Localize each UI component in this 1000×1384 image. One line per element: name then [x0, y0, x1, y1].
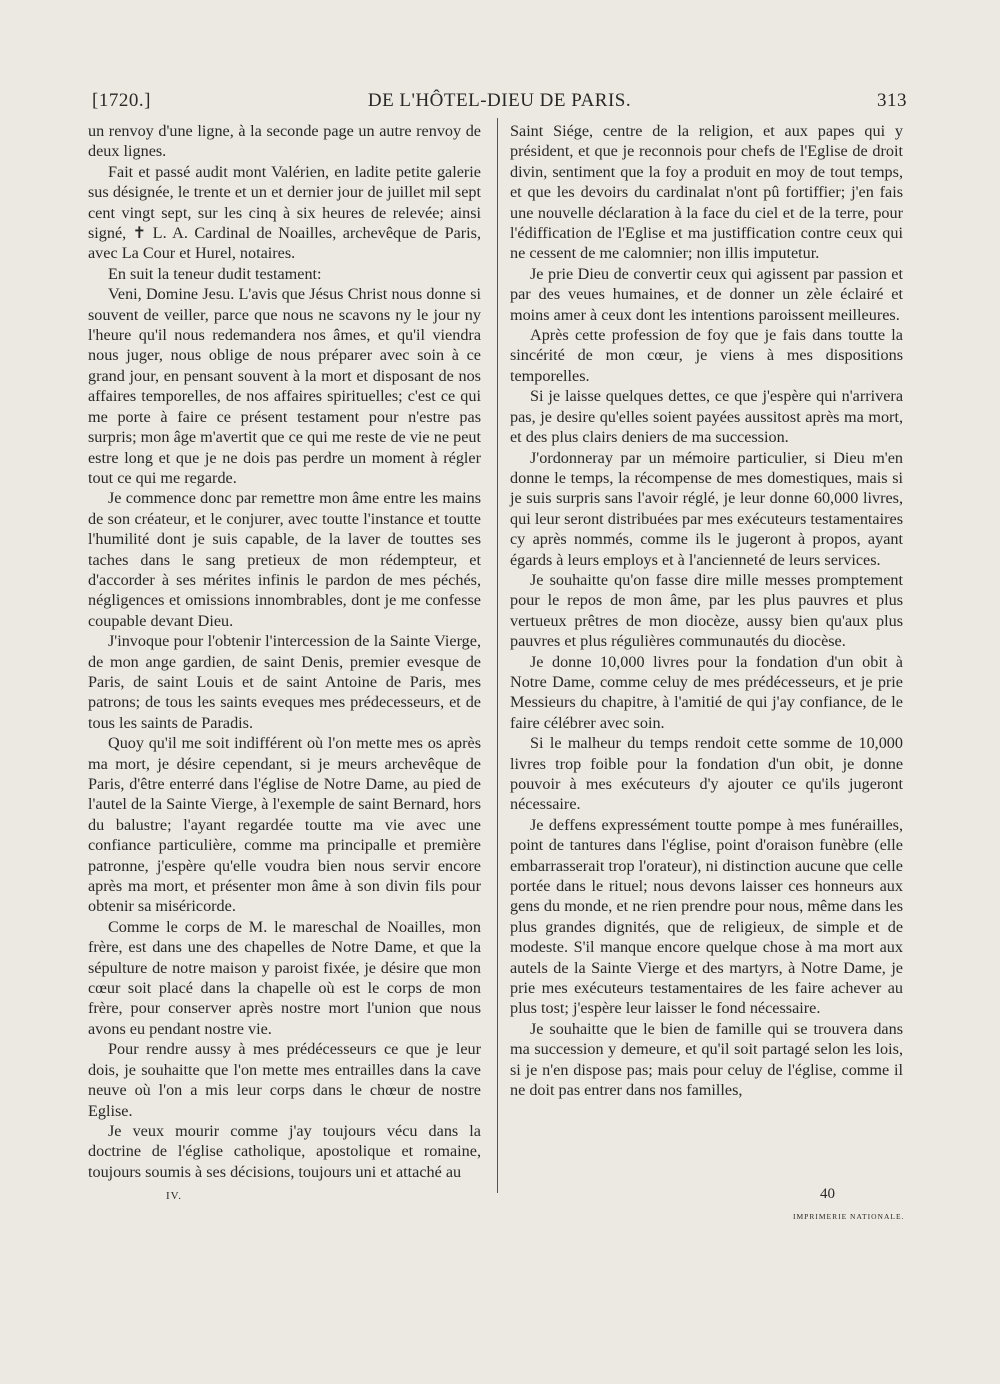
- left-column: [88, 121, 481, 1182]
- header-title: DE L'HÔTEL-DIEU DE PARIS.: [367, 90, 632, 111]
- paragraph: Je prie Dieu de convertir ceux qui agissent par passion et par des veues humaines, et de donner un zèle éclairé et moins amer à ceux dont les intentions paroissent meilleures.: [510, 264, 903, 324]
- paragraph: Veni, Domine Jesu. L'avis que Jésus Christ nous donne si souvent de veiller, parce que nous ne scavons ny le jour ny l'heure qu'il nous redemandera nos âmes, et qu'il viendra nous juger, nous oblige de nous préparer avec soin à ce grand jour, en pensant souvent à la mort et disposant de nos affaires temporelles, de nos affaires spirituelles; c'est ce qui me porte à faire ce présent testament pour n'estre pas surpris; mon âge m'avertit que ce qui me reste de vie ne peut estre long et que je ne dois pas perdre un moment à régler tout ce qui me regarde.: [88, 285, 481, 487]
- paragraph: Comme le corps de M. le mareschal de Noailles, mon frère, est dans une des chapelles de Notre Dame, et que la sépulture de notre maison y paroist fixée, je désire que mon cœur soit placé dans la chapelle où est le corps de mon frère, pour conserver après nostre mort l'union que nous avons eu pendant nostre vie.: [88, 917, 481, 1038]
- paragraph: J'invoque pour l'obtenir l'intercession de la Sainte Vierge, de mon ange gardien, de saint Denis, premier evesque de Paris, de saint Louis et de saint Antoine de Paris, mes patrons; de tous les saints eveques mes prédecesseurs, et de tous les saints de Paradis.: [88, 632, 481, 732]
- paragraph: En suit la teneur dudit testament:: [108, 264, 322, 283]
- paragraph: Fait et passé audit mont Valérien, en ladite petite galerie sus désignée, le trente et un et dernier jour de juillet mil sept cent vingt sept, sur les cinq à six heures de relevée; ainsi signé, ✝ L. A. Cardinal de Noailles, archevêque de Paris, avec La Cour et Hurel, notaires.: [88, 162, 481, 263]
- column-divider: [497, 118, 498, 1193]
- paragraph: Si je laisse quelques dettes, ce que j'espère qui n'arrivera pas, je desire qu'elles soient payées aussitost après ma mort, et des plus clairs deniers de ma succession.: [510, 387, 903, 447]
- paragraph: Quoy qu'il me soit indifférent où l'on mette mes os après ma mort, je désire cependant, si je meurs archevêque de Paris, d'être enterré dans l'église de Notre Dame, au pied de l'autel de la Sainte Vierge, à l'exemple de saint Bernard, hors du balustre; l'ayant regardée toutte ma vie avec une confiance particulière, comme ma principalle et première patronne, j'espère qu'elle voudra bien nous servir encore après ma mort, et présenter mon âme à son divin fils pour obtenir sa miséricorde.: [88, 734, 481, 916]
- printer-imprint: IMPRIMERIE NATIONALE.: [793, 1212, 905, 1221]
- paragraph: Je commence donc par remettre mon âme entre les mains de son créateur, et le conjurer, avec toutte l'instance et toutte l'humilité dont je suis capable, de la laver de touttes ses taches dans le sang pretieux de mon rédempteur, et d'accorder à ses mérites infinis le pardon de mes péchés, négligences et omissions innombrables, dont je me confesse coupable devant Dieu.: [88, 489, 481, 630]
- sheet-number: 40: [820, 1186, 835, 1202]
- paragraph: Saint Siége, centre de la religion, et aux papes qui y président, et que je reconnois pour chefs de l'Eglise de droit divin, sentiment que la foy a produit en moy de tout temps, et que les devoirs du cardinalat n'ont pû fortiffier; j'en fais une nouvelle déclaration à la face du ciel et de la terre, pour l'édiffication de l'Eglise et ma justiffication contre ceux qui ne cessent de me calomnier; non illis imputetur.: [510, 122, 903, 263]
- paragraph: un renvoy d'une ligne, à la seconde page un autre renvoy de deux lignes.: [88, 122, 481, 161]
- paragraph: Je souhaitte que le bien de famille qui se trouvera dans ma succession y demeure, et qu'il soit partagé selon les lois, si je n'en dispose pas; mais pour celuy de l'église, comme il ne doit pas entrer dans nos familles,: [510, 1019, 903, 1100]
- right-column: [510, 121, 903, 1101]
- paragraph: Pour rendre aussy à mes prédécesseurs ce que je leur dois, je souhaitte que l'on mette mes entrailles dans la cave neuve où l'on a mis leur corps dans le chœur de nostre Eglise.: [88, 1040, 481, 1120]
- paragraph: Je souhaitte qu'on fasse dire mille messes promptement pour le repos de mon âme, par les plus pauvres et plus vertueux prêtres de mon diocèze, aussy bien qu'aux plus pauvres et plus régulières communautés du diocèse.: [510, 570, 903, 651]
- page-number: 313: [877, 90, 907, 111]
- running-header: [92, 90, 907, 120]
- header-year: [1720.]: [92, 90, 151, 111]
- paragraph: Je deffens expressément toutte pompe à mes funérailles, point de tantures dans l'église, point d'oraison funèbre (elle embarrasserait trop l'orateur), ni distinction aucune que celle portée dans le rituel; nous devons laisser ces honneurs aux gens du monde, et ne rien prendre pour nous, même dans les plus grandes dignités, que de religieux, de simple et de modeste. S'il manque encore quelque chose à ma mort aux autels de la Sainte Vierge et des martyrs, à Notre Dame, je prie mes exécuteurs testamentaires de les faire achever au plus tost; j'espère leur laisser le fond nécessaire.: [510, 815, 903, 1018]
- paragraph: Je donne 10,000 livres pour la fondation d'un obit à Notre Dame, comme celuy de mes prédécesseurs, et je prie Messieurs du chapitre, à l'amitié de qui j'ay confiance, de le faire célébrer avec soin.: [510, 652, 903, 732]
- paragraph: J'ordonneray par un mémoire particulier, si Dieu m'en donne le temps, la récompense de mes domestiques, mais si je suis surpris sans l'avoir réglé, je leur donne 60,000 livres, qui leur seront distribuées par mes exécuteurs testamentaires cy après nommés, comme ils le jugeront à propos, ayant égards à leurs employs et à l'ancienneté de leurs services.: [510, 448, 903, 569]
- paragraph: Après cette profession de foy que je fais dans toutte la sincérité de mon cœur, je viens à mes dispositions temporelles.: [510, 326, 903, 385]
- paragraph: Si le malheur du temps rendoit cette somme de 10,000 livres trop foible pour la fondation d'un obit, je donne pouvoir à mes exécuteurs d'y ajouter ce qu'ils jugeront nécessaire.: [510, 734, 903, 814]
- signature-mark: IV.: [166, 1190, 182, 1202]
- paragraph: Je veux mourir comme j'ay toujours vécu dans la doctrine de l'église catholique, apostolique et romaine, toujours soumis à ses décisions, toujours uni et attaché au: [88, 1121, 481, 1181]
